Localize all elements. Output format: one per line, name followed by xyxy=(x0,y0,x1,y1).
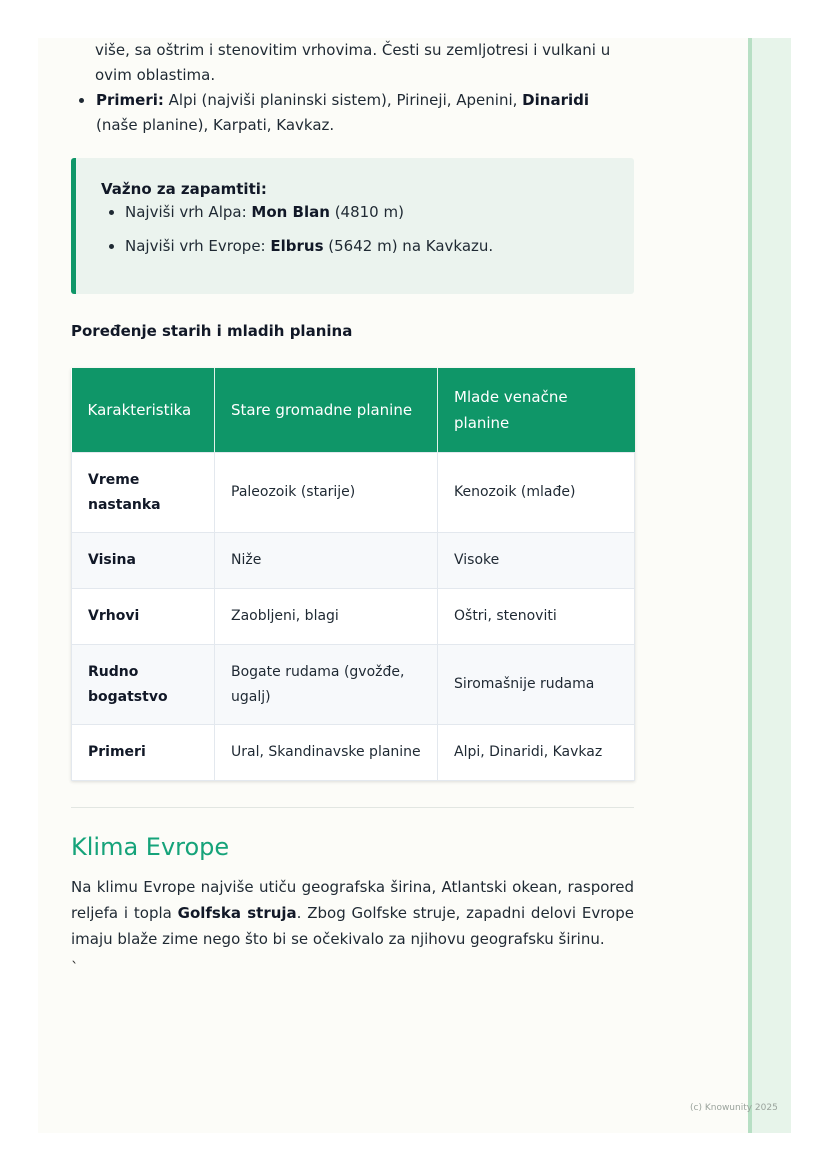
climate-paragraph xyxy=(71,874,634,952)
comparison-heading: Poređenje starih i mladih planina xyxy=(71,322,353,340)
callout-item xyxy=(101,201,614,223)
table-header-cell: Stare gromadne planine xyxy=(215,368,438,453)
table-row-label: Vrhovi xyxy=(72,589,215,645)
table-cell: Niže xyxy=(215,533,438,589)
table-header-cell: Karakteristika xyxy=(72,368,215,453)
callout-item-bold: Elbrus xyxy=(270,237,324,255)
table-cell: Bogate rudama (gvožđe, ugalj) xyxy=(215,645,438,725)
callout-item-bold: Mon Blan xyxy=(251,203,330,221)
intro-continuation: više, sa oštrim i stenovitim vrhovima. Česti su zemljotresi i vulkani u ovim oblastima. xyxy=(95,41,611,84)
table-header-cell: Mlade venačne planine xyxy=(438,368,635,453)
table-row xyxy=(72,533,635,589)
table-header-row xyxy=(72,368,635,453)
examples-text-1: Alpi (najviši planinski sistem), Pirineji, Apenini, xyxy=(163,91,523,109)
table-cell: Kenozoik (mlađe) xyxy=(438,453,635,533)
table-row xyxy=(72,453,635,533)
callout-item-text: Najviši vrh Alpa: xyxy=(125,203,252,221)
table-row xyxy=(72,589,635,645)
table-row xyxy=(72,725,635,781)
climate-text-1: Na klimu Evrope najviše utiču geografska širina, Atlantski okean, raspored reljefa i topla xyxy=(71,878,634,922)
comparison-table xyxy=(71,368,635,781)
climate-text-2: . Zbog Golfske struje, zapadni delovi Evrope imaju blaže zime nego što bi se očekivalo za njihovu geografsku širinu. xyxy=(71,904,634,948)
table-cell: Oštri, stenoviti xyxy=(438,589,635,645)
examples-list xyxy=(71,88,634,138)
callout-item-text: (5642 m) na Kavkazu. xyxy=(323,237,494,255)
side-strip xyxy=(748,38,791,1133)
examples-text-2: (naše planine), Karpati, Kavkaz. xyxy=(96,116,335,134)
table-cell: Siromašnije rudama xyxy=(438,645,635,725)
examples-bold: Dinaridi xyxy=(522,91,589,109)
examples-label: Primeri: xyxy=(96,91,164,109)
callout-item xyxy=(101,235,614,257)
examples-item xyxy=(71,88,634,138)
callout-item-text: (4810 m) xyxy=(329,203,404,221)
callout-list xyxy=(101,201,614,257)
stray-mark: ` xyxy=(71,959,79,977)
important-callout xyxy=(71,158,634,294)
callout-title: Važno za zapamtiti: xyxy=(101,180,267,198)
table-cell: Zaobljeni, blagi xyxy=(215,589,438,645)
table-cell: Visoke xyxy=(438,533,635,589)
footer-credit: (c) Knowunity 2025 xyxy=(690,1103,778,1113)
climate-bold: Golfska struja xyxy=(177,904,297,922)
table-row-label: Visina xyxy=(72,533,215,589)
table-cell: Alpi, Dinaridi, Kavkaz xyxy=(438,725,635,781)
table-row-label: Rudno bogatstvo xyxy=(72,645,215,725)
table-cell: Ural, Skandinavske planine xyxy=(215,725,438,781)
table-row-label: Vreme nastanka xyxy=(72,453,215,533)
document-content xyxy=(71,38,634,978)
section-divider xyxy=(71,807,634,808)
callout-item-text: Najviši vrh Evrope: xyxy=(125,237,271,255)
section-title: Klima Evrope xyxy=(71,833,230,861)
table-row-label: Primeri xyxy=(72,725,215,781)
table-cell: Paleozoik (starije) xyxy=(215,453,438,533)
table-row xyxy=(72,645,635,725)
